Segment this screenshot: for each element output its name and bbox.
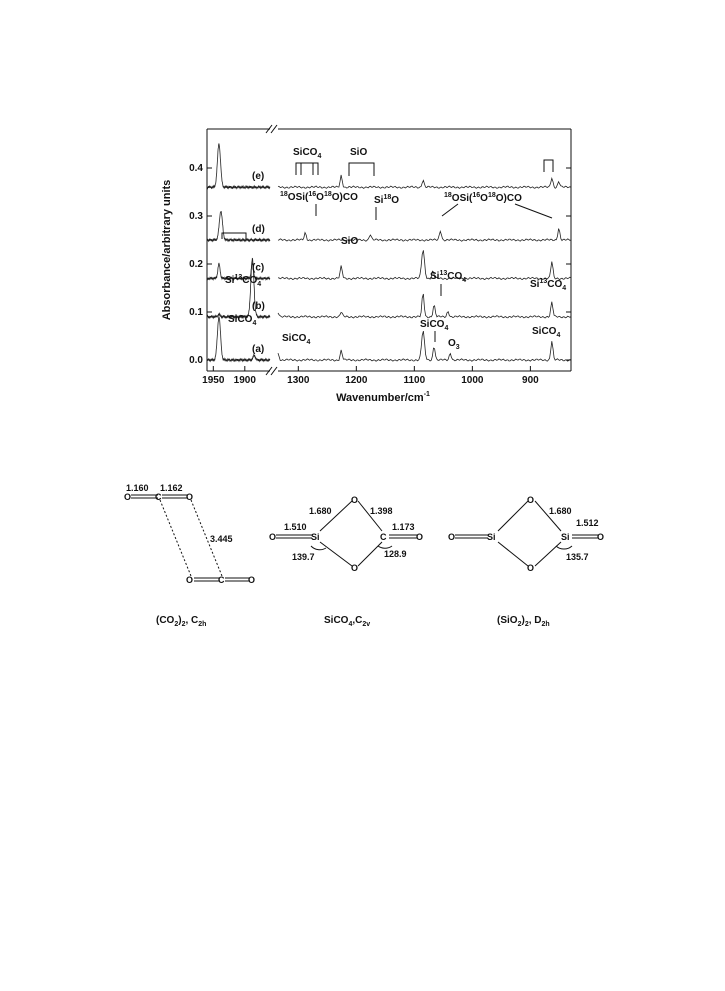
atom-o: O bbox=[597, 532, 605, 542]
series-labels bbox=[252, 171, 265, 355]
ann-18osi-d-2: $^{18}OSi(^{16}O^{18}O)CO$ bbox=[444, 192, 522, 204]
atom-o: O bbox=[124, 492, 132, 502]
ann-18osi-d-2-pointer-right bbox=[515, 204, 552, 218]
bond-length-label: 1.510 bbox=[284, 522, 307, 532]
ann-sico4-a-4: SiCO$_4$ bbox=[532, 326, 561, 339]
ann-sio-e: SiO bbox=[350, 147, 368, 158]
atom-o: O bbox=[351, 563, 359, 573]
series-label-d: (d) bbox=[252, 224, 265, 235]
spectrum-trace-e bbox=[278, 175, 571, 189]
ann-sico4-e: SiCO$_4$ bbox=[293, 147, 322, 160]
atom-o: O bbox=[186, 492, 194, 502]
bond-length-label: 1.398 bbox=[370, 506, 393, 516]
x-tick-label: 1200 bbox=[345, 375, 368, 386]
y-tick-label: 0.4 bbox=[189, 163, 203, 174]
atom-labels bbox=[124, 483, 604, 628]
atom-c: C bbox=[380, 532, 387, 542]
y-axis-label: Absorbance/arbitrary units bbox=[161, 179, 173, 321]
bond-length-label: 1.173 bbox=[392, 522, 415, 532]
annotations bbox=[222, 147, 566, 351]
bond-length-label: 1.680 bbox=[549, 506, 572, 516]
atom-o: O bbox=[448, 532, 456, 542]
ann-si18o-d: Si$^{18}$O bbox=[374, 194, 400, 206]
x-tick-label: 900 bbox=[522, 375, 539, 386]
atom-o: O bbox=[527, 563, 535, 573]
x-tick-label: 1100 bbox=[403, 375, 426, 386]
x-axis-ticks bbox=[202, 366, 539, 386]
x-tick-label: 1950 bbox=[202, 375, 225, 386]
spectrum-trace-d bbox=[278, 229, 571, 242]
atom-o: O bbox=[248, 575, 256, 585]
y-tick-label: 0.2 bbox=[189, 259, 203, 270]
ann-sio-c: SiO bbox=[341, 236, 359, 247]
spectrum-trace-b bbox=[278, 294, 571, 318]
spectrum-chart bbox=[161, 125, 571, 404]
ann-o3: $O_3$ bbox=[448, 338, 460, 351]
x-tick-label: 1300 bbox=[287, 375, 310, 386]
bond-length-label: 1.680 bbox=[309, 506, 332, 516]
ann-si13co4-b-1: $Si^{13}CO_4$ bbox=[225, 274, 262, 288]
diagram-caption-co2-dimer: $(CO_2)_2$, $C_{2h}$ bbox=[156, 615, 207, 628]
x-axis-label: Wavenumber/$cm^{-1}$ bbox=[336, 391, 430, 404]
x-tick-label: 1000 bbox=[461, 375, 484, 386]
atom-si: Si bbox=[487, 532, 496, 542]
diagram-caption-sio2-dimer: $(SiO_2)_2$, $D_{2h}$ bbox=[497, 615, 550, 628]
x-tick-label: 1900 bbox=[233, 375, 256, 386]
bond-length-label: 1.160 bbox=[126, 483, 149, 493]
ann-si13co4-b-3: $Si^{13}CO_4$ bbox=[530, 278, 567, 292]
ann-si13co4-b-2: $Si^{13}CO_4$ bbox=[430, 270, 467, 284]
ann-bracket-e-sio bbox=[349, 163, 374, 176]
atom-c: C bbox=[155, 492, 162, 502]
ann-bracket-e-sico4 bbox=[296, 163, 318, 175]
atom-o: O bbox=[416, 532, 424, 542]
ann-sico4-a-1: SiCO$_4$ bbox=[228, 314, 257, 327]
distance-label: 3.445 bbox=[210, 534, 233, 544]
atom-o: O bbox=[186, 575, 194, 585]
angle-label: 128.9 bbox=[384, 549, 407, 559]
atom-si: Si bbox=[311, 532, 320, 542]
ann-18osi-d-1: $^{18}OSi(^{16}O^{18}O)CO$ bbox=[280, 191, 358, 203]
diagram-caption-sico4: $SiCO_4,C_{2v}$ bbox=[324, 615, 371, 628]
ann-sico4-a-3: SiCO$_4$ bbox=[420, 319, 449, 332]
y-tick-label: 0.1 bbox=[189, 307, 203, 318]
atom-o: O bbox=[351, 495, 359, 505]
spectrum-trace-c bbox=[278, 250, 571, 279]
series-label-c: (c) bbox=[252, 262, 265, 274]
angle-label: 135.7 bbox=[566, 552, 589, 562]
ann-18osi-d-2-pointer-left bbox=[442, 204, 458, 216]
ann-sico4-a-2: SiCO$_4$ bbox=[282, 333, 311, 346]
atom-o: O bbox=[269, 532, 277, 542]
series-label-e: (e) bbox=[252, 171, 265, 183]
series-label-a: (a) bbox=[252, 344, 265, 355]
bond-length-label: 1.512 bbox=[576, 518, 599, 528]
atom-o: O bbox=[527, 495, 535, 505]
ann-bracket-e-right bbox=[544, 160, 553, 172]
atom-si: Si bbox=[561, 532, 570, 542]
bond-length-label: 1.162 bbox=[160, 483, 183, 493]
y-tick-label: 0.3 bbox=[189, 211, 203, 222]
spectrum-trace-a bbox=[278, 331, 571, 361]
atom-c: C bbox=[218, 575, 225, 585]
angle-label: 139.7 bbox=[292, 552, 315, 562]
y-tick-label: 0.0 bbox=[189, 355, 203, 366]
series-label-b: (b) bbox=[252, 300, 265, 312]
